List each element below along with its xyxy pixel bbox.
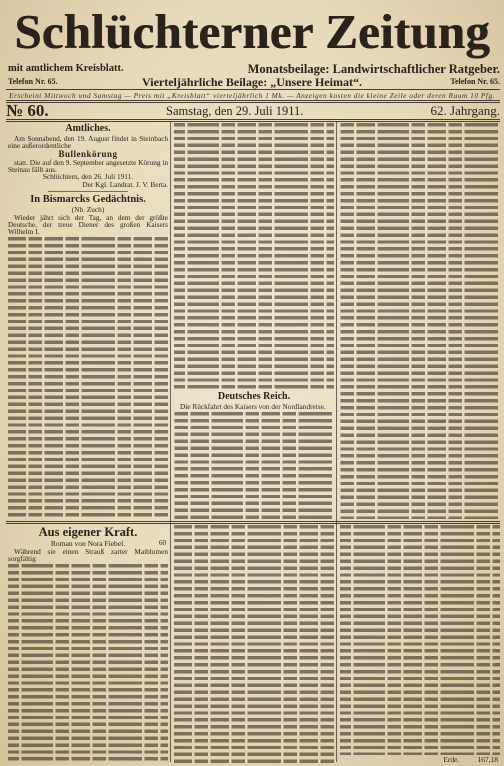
article-text-lines: [174, 412, 334, 519]
top-column-1: [8, 123, 168, 519]
serial-column-1: [8, 525, 168, 764]
print-code: 167,18: [477, 755, 498, 764]
serial-text-lines: [8, 564, 168, 764]
section-heading-deutsches-reich: Deutsches Reich.: [217, 391, 291, 402]
feuilleton-rule: [6, 521, 500, 524]
masthead-supplement-quarterly: Vierteljährliche Beilage: „Unsere Heimat“.: [142, 75, 362, 89]
article-separator: [48, 191, 128, 192]
issue-rule-bottom: [6, 119, 500, 122]
official-notice-emphasis: Bullenkörung: [58, 149, 118, 159]
serial-heading: Aus eigener Kraft.: [38, 525, 138, 539]
serial-column-3: [340, 525, 500, 764]
official-notice-text-1: Am Sonnabend, den 19. August findet in Steinbach eine außerordentliche: [8, 134, 168, 150]
newspaper-title: Schlüchterner Zeitung: [14, 4, 490, 59]
top-column-3: [340, 123, 500, 519]
serial-footer: [340, 755, 500, 764]
top-column-2: [174, 123, 334, 519]
column-divider-1: [170, 122, 171, 762]
official-notice-place-date: Schlüchtern, den 26. Juli 1911.: [42, 172, 134, 181]
serial-byline-row: [8, 539, 168, 548]
article-opening-bismarck: Wieder jährt sich der Tag, an dem der größte Deutsche, der treue Diener des großen Kaisers Wilhelm I.: [8, 213, 168, 236]
article-text-lines: [8, 237, 168, 519]
telephone-right: Telefon Nr. 65.: [450, 77, 500, 86]
official-notice-text-2: statt. Die auf den 9. September angesetzte Körung in Steinau fällt aus.: [8, 158, 168, 174]
serial-byline: Roman von Nora Fiebel.: [50, 539, 126, 548]
article-text-lines: [340, 123, 500, 519]
serial-text-lines: [174, 525, 334, 764]
masthead-subtitle-left: mit amtlichem Kreisblatt.: [8, 63, 124, 74]
article-heading-bismarck: In Bismarcks Gedächtnis.: [30, 194, 146, 205]
serial-text-lines: [340, 525, 500, 755]
serial-part-number: 60: [159, 539, 166, 547]
issue-date: Samstag, den 29. Juli 1911.: [166, 104, 304, 118]
article-text-lines: [174, 123, 334, 389]
article-source: (Nb. Zuch): [71, 205, 105, 214]
column-divider-2: [336, 122, 337, 762]
official-notice-signature: Der Kgl. Landrat. J. V. Berta.: [82, 180, 168, 189]
issue-rule-top: [6, 100, 500, 103]
masthead-rule: [6, 89, 500, 90]
publication-info-line: Erscheint Mittwoch und Samstag — Preis mit „Kreisblatt“ vierteljährlich 1 Mk. — Anzeigen kosten die kleine Zeile oder deren Raum 10 Pfg.: [9, 91, 495, 100]
telephone-left: Telefon Nr. 65.: [8, 77, 58, 86]
official-heading: Amtliches.: [65, 123, 111, 134]
serial-column-2: [174, 525, 334, 764]
serial-continued-word: Erde.: [443, 755, 460, 764]
issue-volume: 62. Jahrgang.: [430, 103, 500, 118]
article-opening-kaiser: Die Rückfahrt des Kaisers von der Nordlandreise.: [180, 402, 326, 411]
issue-number: № 60.: [6, 101, 49, 120]
serial-opening: Während sie einen Strauß zarter Maiblumen sorgfältig: [8, 547, 168, 563]
masthead-supplement-monthly: Monatsbeilage: Landwirtschaftlicher Ratgeber.: [247, 62, 500, 76]
